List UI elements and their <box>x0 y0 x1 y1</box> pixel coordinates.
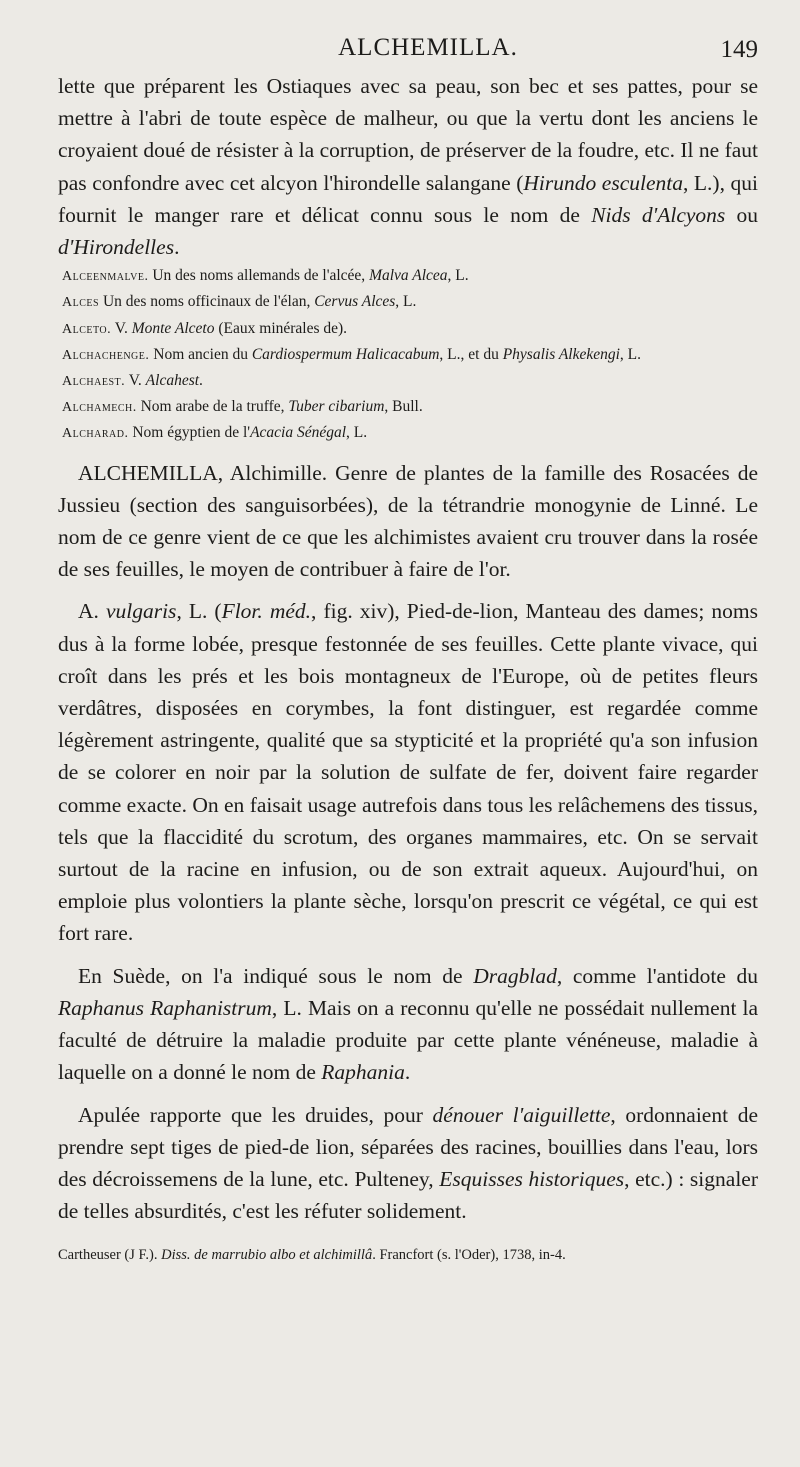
entry-alchaest: Alchaest. V. Alcahest. <box>62 372 203 390</box>
page-number: 149 <box>720 36 758 63</box>
entry-alchachenge: Alchachenge. Nom ancien du Cardiospermum Halicacabum, L., et du Physalis Alkekengi, L. <box>62 345 642 363</box>
paragraph-alchemilla-genus: ALCHEMILLA, Alchimille. Genre de plantes de la famille des Rosacées de Jussieu (section des sanguisorbées), de la tétrandrie monogynie de Linné. Le nom de ce genre vient de ce que les alchimistes avaient cru trouver dans la rosée de ses feuilles, le moyen de contribuer à faire de l'or. <box>58 460 758 582</box>
paragraph-alcyon-continuation: lette que préparent les Ostiaques avec sa peau, son bec et ses pattes, pour se mettre à l'abri de toute espèce de malheur, ou que la vertu dont les anciens le croyaient doué de résister à la corruption, de préserver de la foudre, etc. Il ne faut pas confondre avec cet alcyon l'hirondelle salangane (Hirundo esculenta, L.), qui fournit le manger rare et délicat connu sous le nom de Nids d'Alcyons ou d'Hirondelles. <box>58 74 759 260</box>
entry-alchamech: Alchamech. Nom arabe de la truffe, Tuber cibarium, Bull. <box>62 398 423 416</box>
running-title: ALCHEMILLA. <box>338 34 518 61</box>
paragraph-apulee: Apulée rapporte que les druides, pour dénouer l'aiguillette, ordonnaient de prendre sept tiges de pied-de lion, séparées des racines, bouillies dans l'eau, lors des décroissemens de la lune, etc. Pulteney, Esquisses historiques, etc.) : signaler de telles absurdités, c'est les réfuter solidement. <box>58 1102 759 1224</box>
paragraph-suede: En Suède, on l'a indiqué sous le nom de Dragblad, comme l'antidote du Raphanus Raphanistrum, L. Mais on a reconnu qu'elle ne possédait nullement la faculté de détruire la maladie produite par cette plante vénéneuse, maladie à laquelle on a donné le nom de Raphania. <box>58 963 759 1085</box>
paragraph-vulgaris: A. vulgaris, L. (Flor. méd., fig. xiv), Pied-de-lion, Manteau des dames; noms dus à la forme lobée, presque festonnée de ses feuilles. Cette plante vivace, qui croît dans les prés et les bois montagneux de l'Europe, où de petites fleurs verdâtres, disposées en corymbes, la font distinguer, est regardée comme légèrement astringente, qualité que sa stypticité et la propriété qu'a son infusion de se colorer en noir par la solution de sulfate de fer, doivent faire regarder comme exacte. On en faisait usage autrefois dans tous les relâchemens des tissus, tels que la flaccidité du scrotum, des organes mammaires, etc. On se servait surtout de la racine en infusion, ou de son extrait aqueux. Aujourd'hui, on emploie plus volontiers la plante sèche, lorsqu'on prescrit ce végétal, ce qui est fort rare. <box>58 599 758 946</box>
entry-alceenmalve: Alceenmalve. Un des noms allemands de l'alcée, Malva Alcea, L. <box>62 267 469 285</box>
entry-alcharad: Alcharad. Nom égyptien de l'Acacia Sénégal, L. <box>62 424 368 442</box>
dictionary-entries <box>58 263 758 446</box>
entry-alceto: Alceto. V. Monte Alceto (Eaux minérales de). <box>62 319 348 337</box>
page-header <box>58 0 758 70</box>
entry-alces: Alces Un des noms officinaux de l'élan, Cervus Alces, L. <box>62 293 417 311</box>
bibliography-footnote: Cartheuser (J F.). Diss. de marrubio albo et alchimillâ. Francfort (s. l'Oder), 1738, in-4. <box>58 1247 566 1264</box>
